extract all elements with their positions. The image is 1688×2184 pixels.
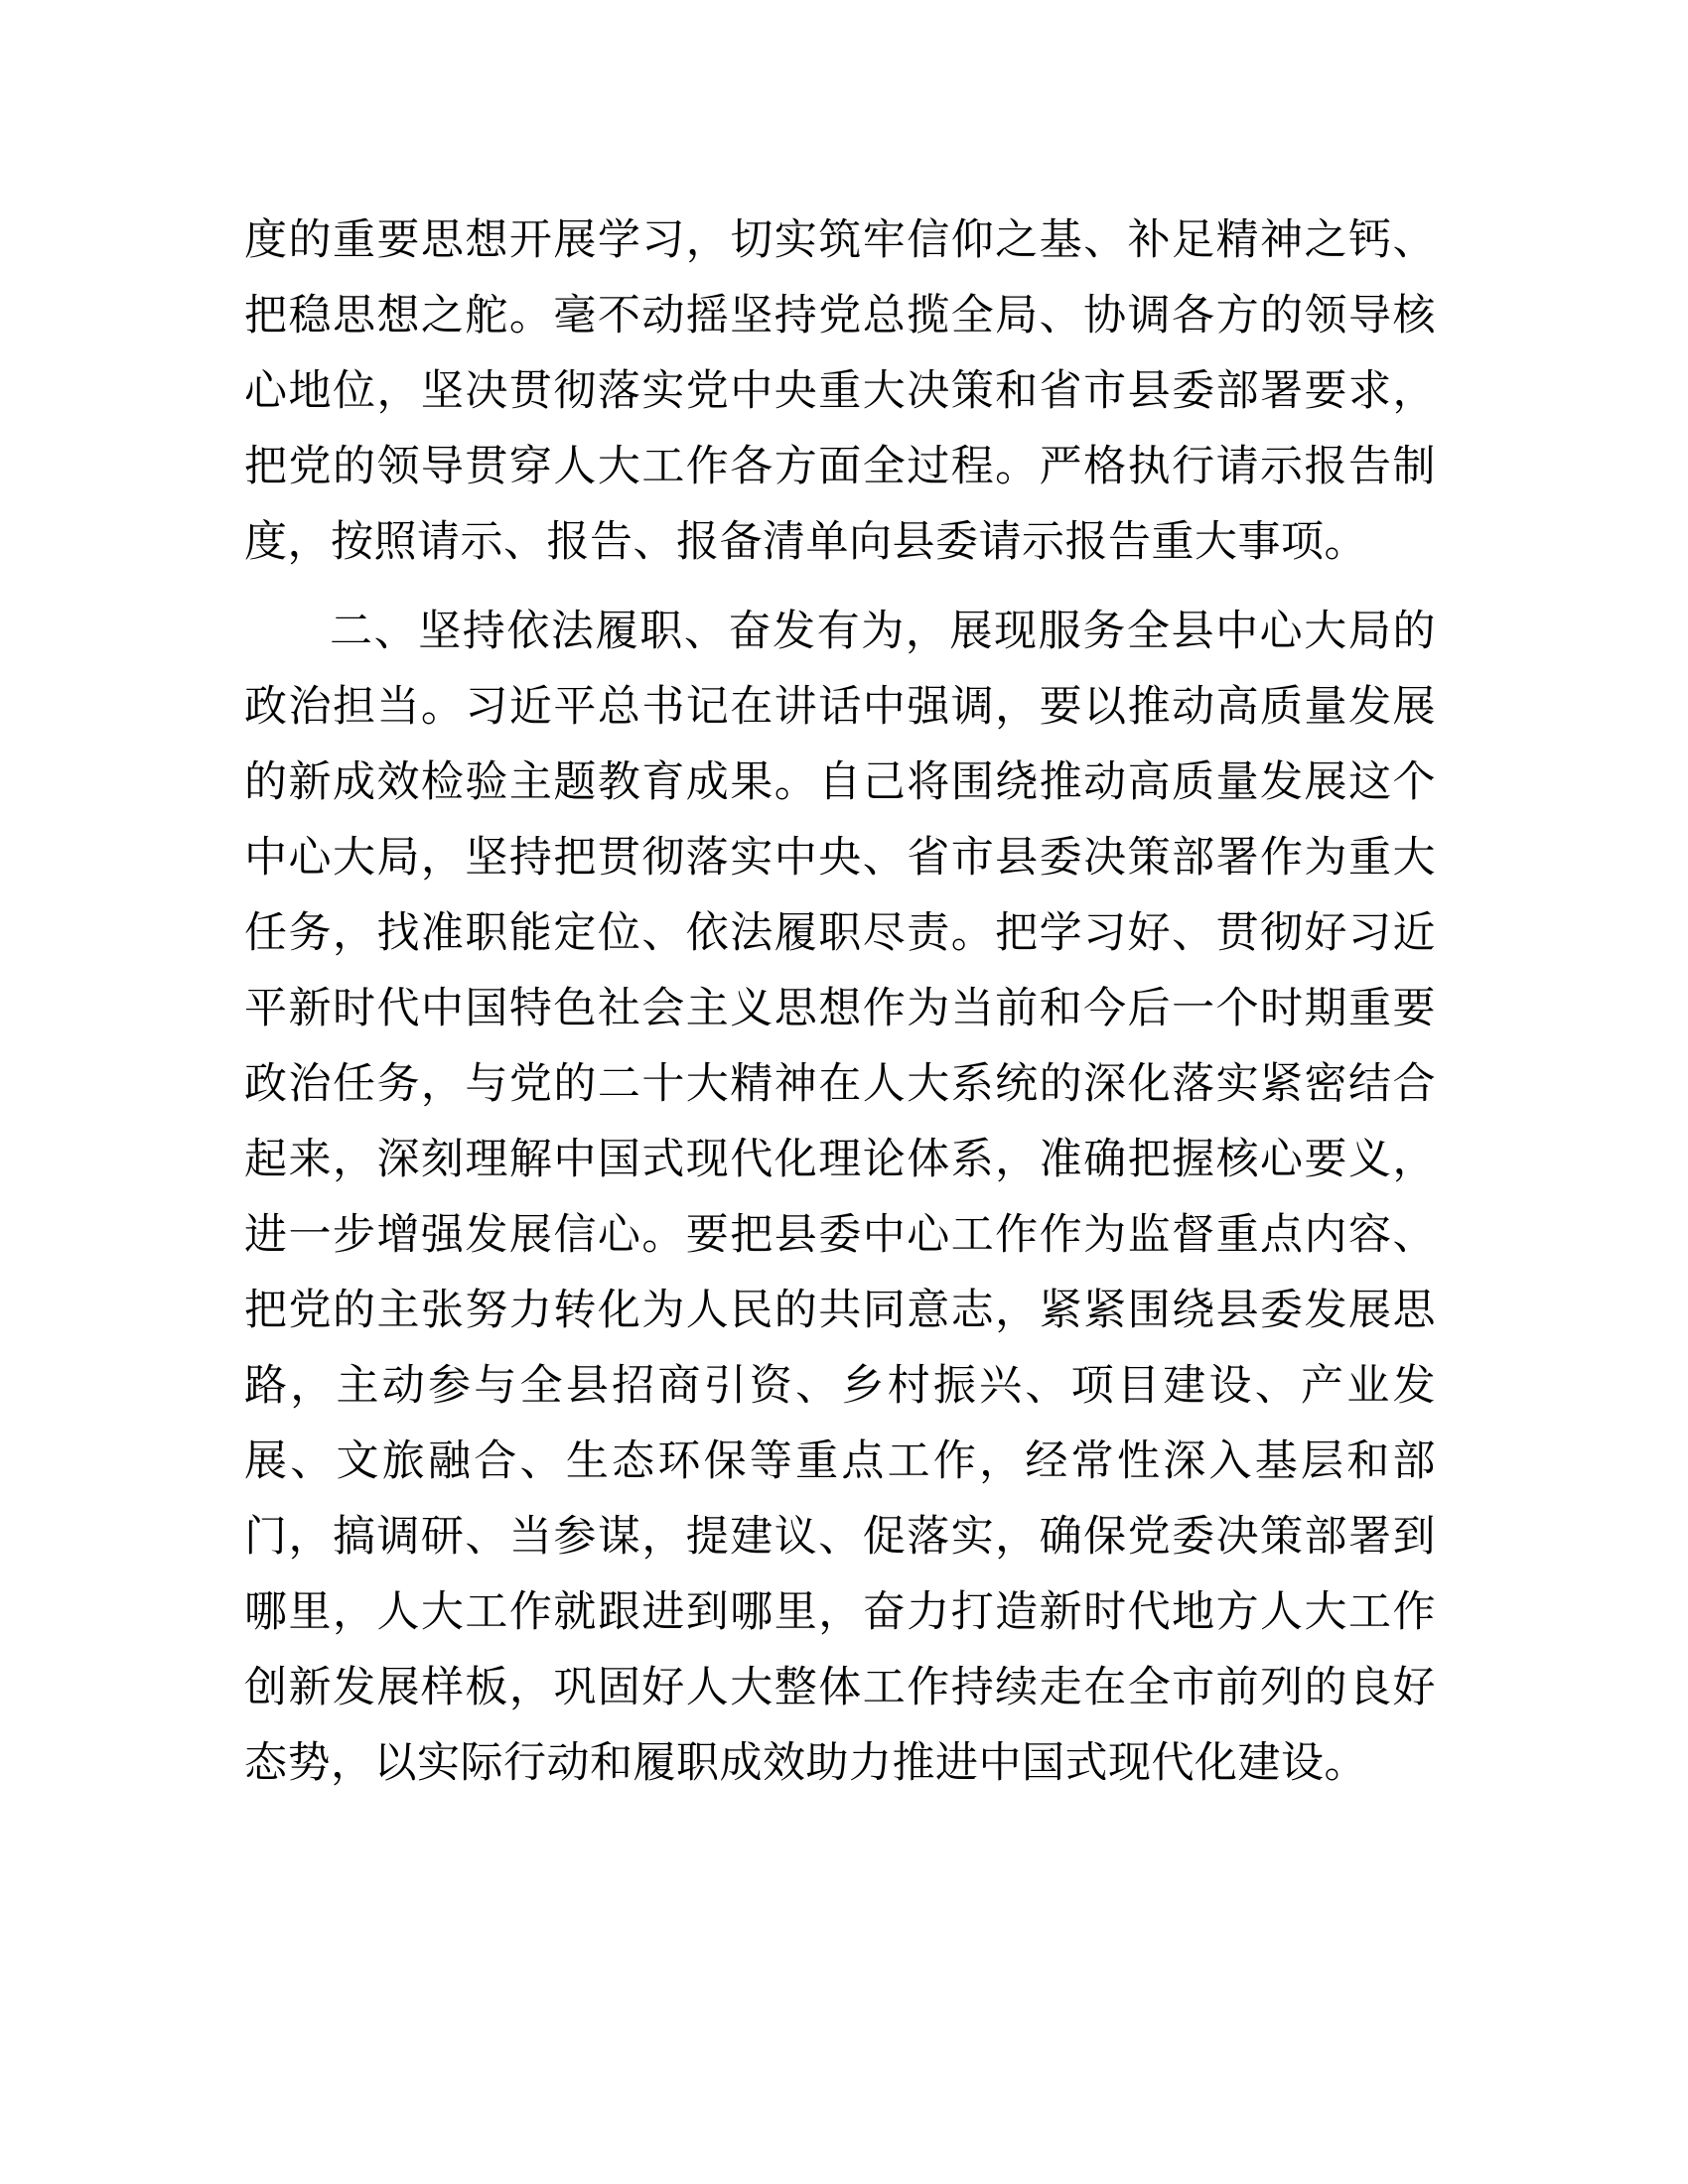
- paragraph-2: [244, 594, 1436, 1801]
- paragraph-spacer: [244, 580, 1436, 594]
- paragraph-line: 门，搞调研、当参谋，提建议、促落实，确保党委决策部署到: [244, 1512, 1436, 1562]
- paragraph-line: 二、坚持依法履职、奋发有为，展现服务全县中心大局的: [330, 607, 1436, 656]
- paragraph-line: 把稳思想之舵。毫不动摇坚持党总揽全局、协调各方的领导核: [244, 291, 1436, 341]
- paragraph-line: 创新发展样板，巩固好人大整体工作持续走在全市前列的良好: [244, 1663, 1436, 1712]
- paragraph-line: 起来，深刻理解中国式现代化理论体系，准确把握核心要义，: [244, 1135, 1436, 1184]
- paragraph-line: 哪里，人大工作就跟进到哪里，奋力打造新时代地方人大工作: [244, 1587, 1436, 1637]
- paragraph-line: 政治担当。习近平总书记在讲话中强调，要以推动高质量发展: [244, 682, 1436, 732]
- paragraph-line: 心地位，坚决贯彻落实党中央重大决策和省市县委部署要求，: [244, 366, 1436, 416]
- paragraph-line: 中心大局，坚持把贯彻落实中央、省市县委决策部署作为重大: [244, 833, 1436, 883]
- paragraph-line: 进一步增强发展信心。要把县委中心工作作为监督重点内容、: [244, 1210, 1436, 1260]
- paragraph-line: 任务，找准职能定位、依法履职尽责。把学习好、贯彻好习近: [244, 908, 1436, 958]
- paragraph-line: 政治任务，与党的二十大精神在人大系统的深化落实紧密结合: [244, 1059, 1436, 1109]
- paragraph-line: 态势，以实际行动和履职成效助力推进中国式现代化建设。: [244, 1738, 1367, 1788]
- paragraph-line: 度的重要思想开展学习，切实筑牢信仰之基、补足精神之钙、: [244, 215, 1436, 265]
- paragraph-line: 度，按照请示、报告、报备清单向县委请示报告重大事项。: [244, 517, 1367, 567]
- paragraph-line: 平新时代中国特色社会主义思想作为当前和今后一个时期重要: [244, 984, 1436, 1033]
- paragraph-line: 路，主动参与全县招商引资、乡村振兴、项目建设、产业发: [244, 1361, 1436, 1411]
- paragraph-line: 展、文旅融合、生态环保等重点工作，经常性深入基层和部: [244, 1436, 1436, 1486]
- paragraph-line: 把党的领导贯穿人大工作各方面全过程。严格执行请示报告制: [244, 442, 1436, 491]
- paragraph-line: 的新成效检验主题教育成果。自己将围绕推动高质量发展这个: [244, 757, 1436, 807]
- document-body: [244, 203, 1436, 1801]
- paragraph-1: [244, 203, 1436, 580]
- paragraph-line: 把党的主张努力转化为人民的共同意志，紧紧围绕县委发展思: [244, 1286, 1436, 1335]
